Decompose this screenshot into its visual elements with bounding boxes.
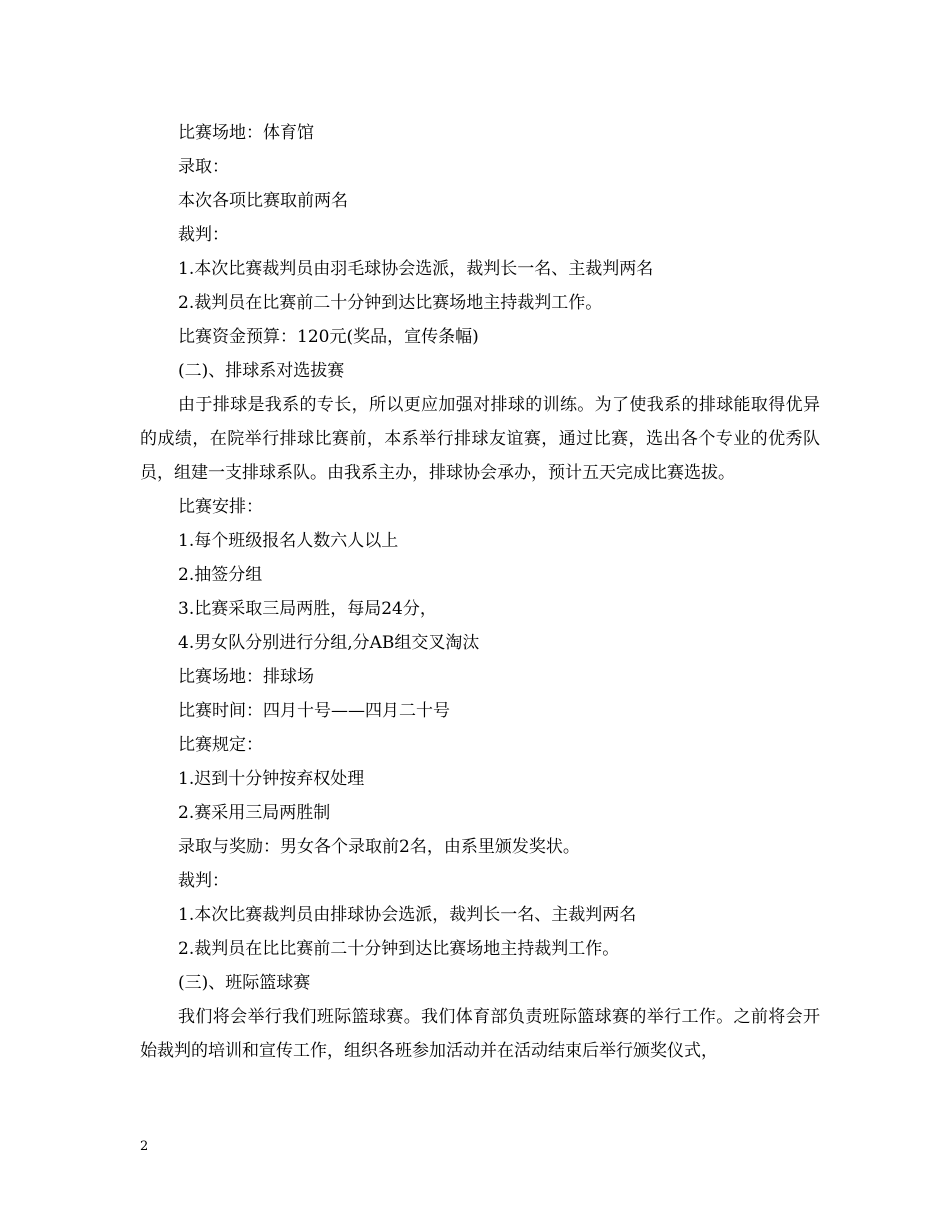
paragraph-schedule-item-1: 1.每个班级报名人数六人以上 (178, 531, 399, 551)
paragraph-basketball-intro: 我们将会举行我们班际篮球赛。我们体育部负责班际篮球赛的举行工作。之前将会开始裁判的培训和宣传工作，组织各班参加活动并在活动结束后举行颁奖仪式， (140, 1007, 820, 1061)
document-body (140, 116, 820, 1068)
section-heading-volleyball: (二)、排球系对选拔赛 (178, 361, 345, 381)
paragraph-rules-item-1: 1.迟到十分钟按弃权处理 (178, 769, 365, 789)
paragraph-budget: 比赛资金预算：120元(奖品，宣传条幅) (178, 327, 479, 347)
paragraph-schedule-item-3: 3.比赛采取三局两胜，每局24分， (178, 599, 437, 619)
paragraph-referee2-item-2: 2.裁判员在比比赛前二十分钟到达比赛场地主持裁判工作。 (178, 939, 620, 959)
paragraph-volleyball-intro: 由于排球是我系的专长，所以更应加强对排球的训练。为了使我系的排球能取得优异的成绩，在院举行排球比赛前，本系举行排球友谊赛，通过比赛，选出各个专业的优秀队员，组建一支排球系队。由我系主办，排球协会承办，预计五天完成比赛选拔。 (140, 395, 820, 483)
page-number: 2 (140, 1139, 149, 1154)
paragraph-awards: 录取与奖励：男女各个录取前2名，由系里颁发奖状。 (178, 837, 580, 857)
paragraph-match-time: 比赛时间：四月十号——四月二十号 (178, 701, 450, 721)
section-heading-basketball: (三)、班际篮球赛 (178, 973, 311, 993)
paragraph-venue-gym: 比赛场地：体育馆 (178, 123, 314, 143)
paragraph-referee-item-2: 2.裁判员在比赛前二十分钟到达比赛场地主持裁判工作。 (178, 293, 603, 313)
paragraph-rules-heading: 比赛规定： (178, 735, 263, 755)
paragraph-schedule-item-4: 4.男女队分别进行分组,分AB组交叉淘汰 (178, 633, 480, 653)
paragraph-referee2-item-1: 1.本次比赛裁判员由排球协会选派，裁判长一名、主裁判两名 (178, 905, 637, 925)
paragraph-referee-heading: 裁判： (178, 225, 229, 245)
paragraph-schedule-heading: 比赛安排： (178, 497, 263, 517)
paragraph-admission-heading: 录取： (178, 157, 229, 177)
paragraph-referee-item-1: 1.本次比赛裁判员由羽毛球协会选派，裁判长一名、主裁判两名 (178, 259, 654, 279)
paragraph-rules-item-2: 2.赛采用三局两胜制 (178, 803, 331, 823)
paragraph-schedule-item-2: 2.抽签分组 (178, 565, 263, 585)
paragraph-admission-rule: 本次各项比赛取前两名 (178, 191, 348, 211)
paragraph-venue-volleyball: 比赛场地：排球场 (178, 667, 314, 687)
paragraph-referee-heading-2: 裁判： (178, 871, 229, 891)
